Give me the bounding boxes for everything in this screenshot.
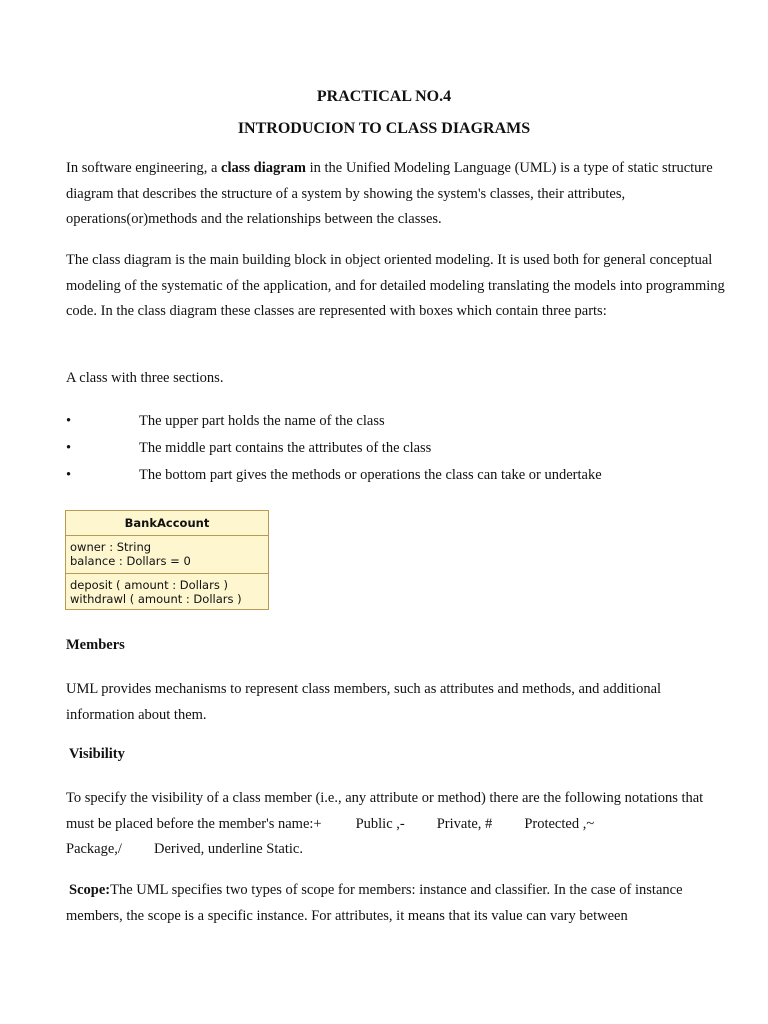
uml-attribute: owner : String (70, 540, 152, 554)
sections-intro: A class with three sections. (66, 370, 224, 386)
bullet-icon: • (66, 440, 72, 456)
visibility-protected: Protected ,~ (524, 815, 595, 832)
uml-operation: withdrawl ( amount : Dollars ) (70, 592, 242, 606)
intro-bold-term: class diagram (221, 160, 306, 176)
scope-text: The UML specifies two types of scope for members: instance and classifier. In the case of instance members, the scope is a specific instance. For attributes, it means that its value can vary between (66, 882, 683, 924)
scope-label: Scope: (69, 882, 111, 898)
visibility-text: To specify the visibility of a class member (i.e., any attribute or method) there are the following notations that must be placed before the member's name:+ (66, 790, 704, 832)
class-diagram-paragraph: The class diagram is the main building block in object oriented modeling. It is used both for general conceptual modeling of the systematic of the application, and for detailed modeling translating the models into programming code. In the class diagram these classes are represented with boxes which contain three parts: (66, 252, 725, 319)
intro-text-start: In software engineering, a (66, 160, 222, 176)
uml-operations-section (66, 574, 268, 606)
bullet-text: The middle part contains the attributes of the class (139, 440, 432, 456)
uml-operation: deposit ( amount : Dollars ) (70, 578, 228, 592)
visibility-heading: Visibility (69, 746, 125, 762)
visibility-package: Package,/ (66, 841, 122, 857)
scope-paragraph (66, 878, 726, 929)
page-title: INTRODUCION TO CLASS DIAGRAMS (237, 120, 531, 137)
uml-attributes-section (66, 536, 268, 574)
members-paragraph: UML provides mechanisms to represent class members, such as attributes and methods, and additional information about them. (66, 681, 662, 723)
bullet-icon: • (66, 413, 72, 429)
visibility-derived: Derived, underline Static. (153, 841, 303, 857)
members-heading: Members (66, 637, 125, 653)
uml-class-box (65, 510, 269, 610)
visibility-private: Private, # (436, 815, 493, 832)
bullet-text: The bottom part gives the methods or operations the class can take or undertake (139, 467, 602, 483)
visibility-paragraph (66, 786, 726, 863)
intro-paragraph (66, 156, 726, 233)
uml-attribute: balance : Dollars = 0 (70, 554, 191, 568)
visibility-public: Public ,- (355, 815, 405, 832)
practical-number-heading: PRACTICAL NO.4 (316, 88, 452, 105)
bullet-icon: • (66, 467, 72, 483)
uml-class-name: BankAccount (66, 511, 268, 536)
intro-text-rest: in the Unified Modeling Language (UML) is a type of static structure diagram that describes the structure of a system by showing the system's classes, their attributes, operations(or)methods and the relationships between the classes. (66, 160, 713, 227)
bullet-text: The upper part holds the name of the class (139, 413, 385, 429)
